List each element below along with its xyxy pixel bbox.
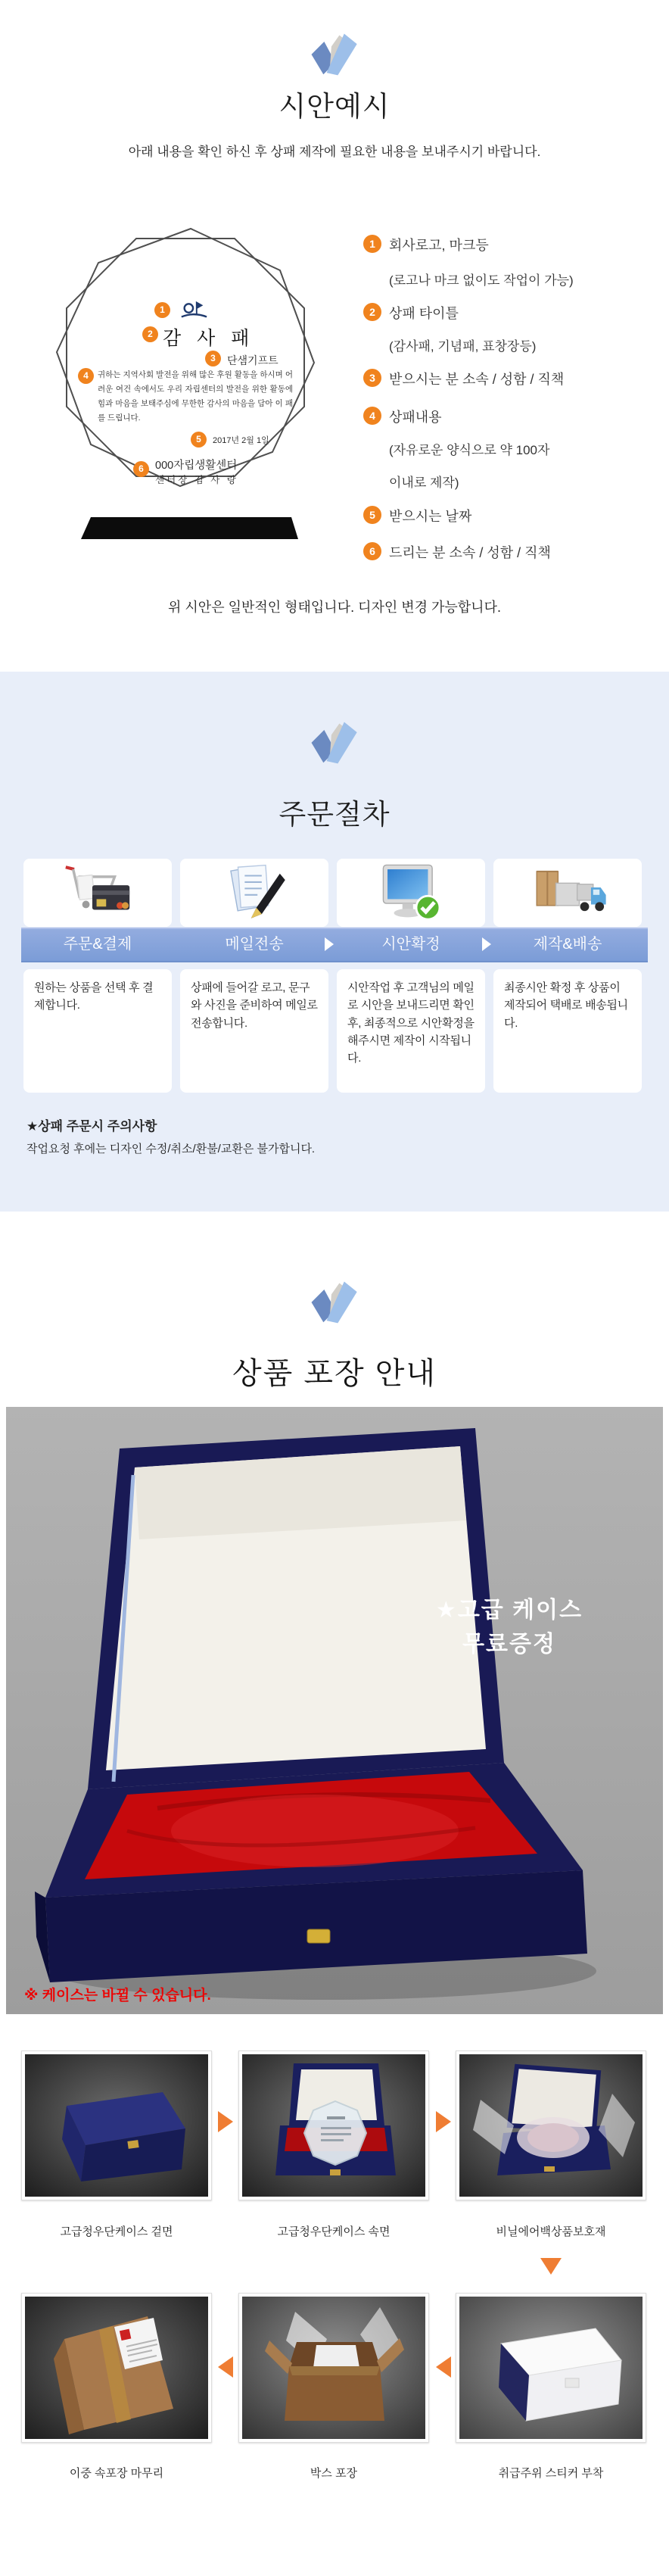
hero-offer-line2: 무료증정 xyxy=(462,1632,556,1657)
photo-box-packing xyxy=(238,2293,429,2443)
spec-badge-5: 5 xyxy=(363,506,381,524)
spec-item-1-sub: (로고나 마크 없이도 작업이 가능) xyxy=(389,273,574,288)
arrow-down-icon xyxy=(540,2258,562,2275)
section-packaging-guide xyxy=(0,1212,669,2576)
spec-item-4-sub1: (자유로운 양식으로 약 100자 xyxy=(389,443,550,457)
plaque-example-image xyxy=(42,206,329,543)
plaque-badge-1: 1 xyxy=(154,302,170,318)
brand-checkmark-icon xyxy=(304,27,362,85)
spec-item-6: 드리는 분 소속 / 성함 / 직책 xyxy=(389,545,551,560)
arrow-right-icon xyxy=(325,937,334,951)
case-hero-image xyxy=(6,1407,663,2014)
spec-item-4: 상패내용 xyxy=(389,410,442,425)
step-desc-4: 최종시안 확정 후 상품이 제작되어 택배로 배송됩니다. xyxy=(493,969,642,1093)
monitor-check-icon xyxy=(337,859,485,927)
hero-offer-text xyxy=(384,1593,634,1661)
case-change-note: ※ 케이스는 바뀔 수 있습니다. xyxy=(24,1988,211,2004)
spec-badge-4: 4 xyxy=(363,407,381,425)
step-card-2 xyxy=(180,859,328,927)
step-desc-2: 상패에 들어갈 로고, 문구와 사진을 준비하여 메일로 전송합니다. xyxy=(180,969,328,1093)
plaque-title: 감 사 패 xyxy=(163,328,255,349)
spec-item-4-sub2: 이내로 제작) xyxy=(389,476,459,490)
step-desc-1: 원하는 상품을 선택 후 결제합니다. xyxy=(23,969,172,1093)
spec-item-3: 받으시는 분 소속 / 성함 / 직책 xyxy=(389,372,565,387)
arrow-left-icon xyxy=(218,2356,233,2378)
section-subtitle: 아래 내용을 확인 하신 후 상패 제작에 필요한 내용을 보내주시기 바랍니다. xyxy=(128,145,541,159)
truck-box-icon xyxy=(493,859,642,927)
design-note: 위 시안은 일반적인 형태입니다. 디자인 변경 가능합니다. xyxy=(168,600,501,615)
plaque-badge-4: 4 xyxy=(78,368,94,384)
photo-case-open xyxy=(238,2051,429,2200)
spec-item-1: 회사로고, 마크등 xyxy=(389,238,489,253)
section-title: 시안예시 xyxy=(278,91,391,122)
photo-sticker-attached xyxy=(456,2293,646,2443)
process-step-3-label: 시안확정 xyxy=(381,936,440,953)
process-step-4-label: 제작&배송 xyxy=(533,936,602,953)
photo-caption: 고급청우단케이스 속면 xyxy=(277,2225,391,2238)
photo-caption: 이중 속포장 마무리 xyxy=(69,2467,164,2480)
process-step-2-label: 메일전송 xyxy=(225,936,284,953)
step-card-1 xyxy=(23,859,172,927)
hero-offer-line1: ★고급 케이스 xyxy=(435,1598,583,1623)
step-card-3 xyxy=(337,859,485,927)
plaque-badge-2: 2 xyxy=(142,326,158,342)
arrow-right-icon xyxy=(436,2111,451,2132)
spec-item-2: 상패 타이틀 xyxy=(389,306,459,321)
spec-badge-2: 2 xyxy=(363,303,381,321)
plaque-badge-6: 6 xyxy=(133,461,149,477)
plaque-recipient: 단샘기프트 xyxy=(227,354,278,366)
process-step-1-label: 주문&결제 xyxy=(63,936,132,953)
plaque-badge-3: 3 xyxy=(205,351,221,366)
spec-item-5: 받으시는 날짜 xyxy=(389,509,472,524)
mail-pen-icon xyxy=(180,859,328,927)
plaque-body-text: 귀하는 지역사회 발전을 위해 많은 후원 활동을 하시며 어려운 여건 속에서도 우리 자립센터의 발전을 위한 활동에 힘과 마음을 보태주심에 무한한 감사의 마음을 담아 이 패를 드립니다. xyxy=(98,370,293,423)
plaque-date: 2017년 2월 1일 xyxy=(213,436,269,445)
plaque-org: 000자립생활센터 xyxy=(155,460,238,472)
order-notice-body: 작업요청 후에는 디자인 수정/취소/환불/교환은 불가합니다. xyxy=(26,1143,316,1155)
plaque-badge-5: 5 xyxy=(191,432,207,448)
photo-parcel-finished xyxy=(21,2293,212,2443)
section-order-process xyxy=(0,672,669,1212)
photo-case-airbag xyxy=(456,2051,646,2200)
arrow-right-icon xyxy=(218,2111,233,2132)
cart-card-icon xyxy=(23,859,172,927)
photo-caption: 박스 포장 xyxy=(310,2467,358,2480)
spec-list xyxy=(342,206,660,569)
step-desc-3: 시안작업 후 고객님의 메일로 시안을 보내드리면 확인 후, 최종적으로 시안확정을 해주시면 제작이 시작됩니다. xyxy=(337,969,485,1093)
spec-item-2-sub: (감사패, 기념패, 표창장등) xyxy=(389,339,537,354)
plaque-logo-mark-icon xyxy=(179,297,208,321)
arrow-right-icon xyxy=(482,937,491,951)
photo-caption: 취급주위 스티커 부착 xyxy=(498,2467,604,2480)
section-design-example xyxy=(0,0,669,672)
brand-checkmark-icon xyxy=(304,716,362,773)
photo-caption: 고급청우단케이스 겉면 xyxy=(60,2225,173,2238)
spec-badge-6: 6 xyxy=(363,542,381,560)
photo-caption: 비닐에어백상품보호재 xyxy=(496,2225,606,2238)
velvet-case-illustration xyxy=(6,1407,663,2014)
section-title: 상품 포장 안내 xyxy=(232,1357,437,1390)
spec-badge-3: 3 xyxy=(363,369,381,387)
order-notice-title: ★상패 주문시 주의사항 xyxy=(26,1119,157,1134)
step-card-4 xyxy=(493,859,642,927)
spec-badge-1: 1 xyxy=(363,235,381,253)
photo-case-closed xyxy=(21,2051,212,2200)
brand-checkmark-icon xyxy=(304,1275,362,1333)
arrow-left-icon xyxy=(436,2356,451,2378)
plaque-base xyxy=(81,517,298,539)
section-title: 주문절차 xyxy=(278,799,391,830)
plaque-signer: 센터장 김 사 랑 xyxy=(155,475,238,485)
